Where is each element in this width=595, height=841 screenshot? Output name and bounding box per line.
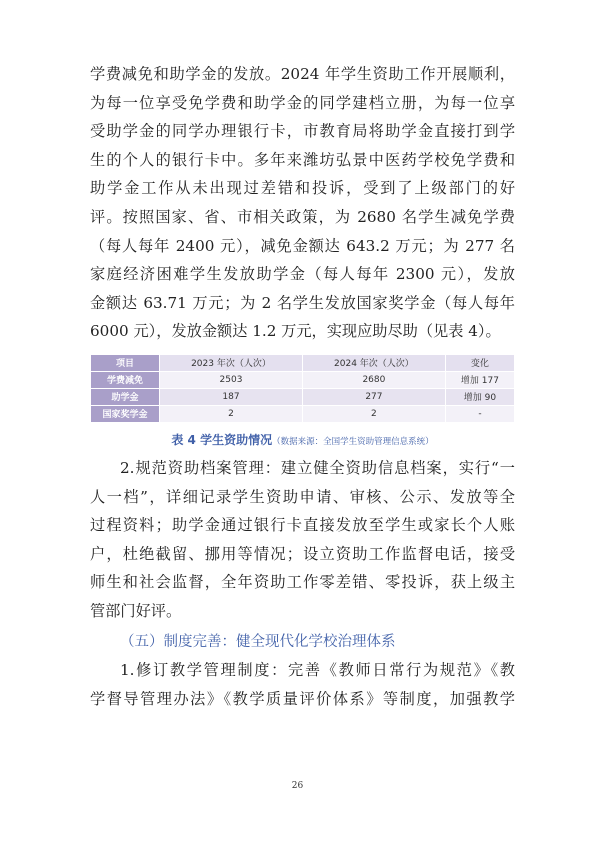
- cell-2024: 2: [302, 405, 445, 422]
- table-row: [91, 405, 515, 422]
- table-row: [91, 388, 515, 405]
- text-line: 师生和社会监督，全年资助工作零差错、零投诉，获上级主: [90, 573, 515, 592]
- text-line: 学费减免和助学金的发放。2024 年学生资助工作开展顺利，: [90, 65, 515, 83]
- header-2024: 2024 年次（人次）: [302, 354, 445, 371]
- text-line: 过程资料；助学金通过银行卡直接发放至学生或家长个人账: [90, 516, 515, 535]
- cell-change: 增加 90: [445, 388, 514, 405]
- text-line: 6000 元），发放金额达 1.2 万元，实现应助尽助（见表 4）。: [90, 322, 501, 341]
- paragraph-archive-management: [90, 454, 515, 626]
- text-line: 管部门好评。: [90, 601, 182, 620]
- cell-change: 增加 177: [445, 371, 514, 388]
- header-item: 项目: [91, 354, 160, 371]
- aid-statistics-table: [90, 354, 515, 423]
- table-caption: [90, 429, 515, 448]
- text-line: 人一档”，详细记录学生资助申请、审核、公示、发放等全: [90, 487, 515, 506]
- text-line: 评。按照国家、省、市相关政策，为 2680 名学生减免学费: [90, 207, 515, 226]
- cell-2024: 277: [302, 388, 445, 405]
- paragraph-financial-aid: [90, 60, 515, 346]
- header-2023: 2023 年次（人次）: [160, 354, 303, 371]
- table-header-row: [91, 354, 515, 371]
- text-line: 2.规范资助档案管理：建立健全资助信息档案，实行“一: [120, 458, 515, 477]
- text-line: 助学金工作从未出现过差错和投诉，受到了上级部门的好: [90, 179, 515, 198]
- cell-2023: 187: [160, 388, 303, 405]
- header-change: 变化: [445, 354, 514, 371]
- text-line: （每人每年 2400 元），减免金额达 643.2 万元；为 277 名: [90, 236, 515, 255]
- text-line: 受助学金的同学办理银行卡，市教育局将助学金直接打到学: [90, 122, 515, 141]
- row-label: 学费减免: [91, 371, 160, 388]
- text-line: 1.修订教学管理制度：完善《教师日常行为规范》《教: [120, 661, 515, 680]
- table-row: [91, 371, 515, 388]
- page-number: 26: [291, 781, 304, 791]
- text-line: 生的个人的银行卡中。多年来潍坊弘景中医药学校免学费和: [90, 150, 515, 169]
- caption-title: 表 4 学生资助情况: [171, 432, 273, 447]
- row-label: 助学金: [91, 388, 160, 405]
- cell-2024: 2680: [302, 371, 445, 388]
- cell-2023: 2: [160, 405, 303, 422]
- cell-change: -: [445, 405, 514, 422]
- text-line: 家庭经济困难学生发放助学金（每人每年 2300 元），发放: [90, 265, 515, 284]
- paragraph-teaching-rules: [90, 656, 515, 713]
- caption-source: （数据来源：全国学生资助管理信息系统）: [272, 436, 434, 447]
- page-body: [90, 60, 515, 713]
- text-line: 学督导管理办法》《教学质量评价体系》等制度，加强教学: [90, 689, 515, 708]
- text-line: 为每一位享受免学费和助学金的同学建档立册，为每一位享: [90, 93, 515, 112]
- row-label: 国家奖学金: [91, 405, 160, 422]
- section-heading: （五）制度完善：健全现代化学校治理体系: [120, 633, 396, 650]
- cell-2023: 2503: [160, 371, 303, 388]
- text-line: 户，杜绝截留、挪用等情况；设立资助工作监督电话，接受: [90, 544, 515, 563]
- text-line: 金额达 63.71 万元；为 2 名学生发放国家奖学金（每人每年: [90, 293, 515, 312]
